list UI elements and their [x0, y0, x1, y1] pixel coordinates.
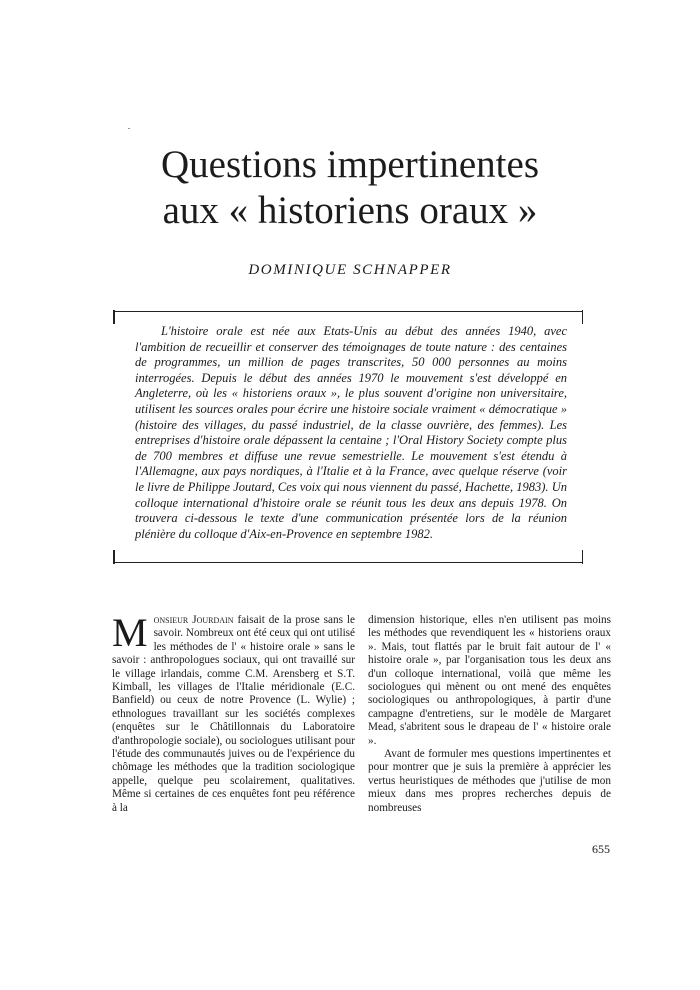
title-line-2: aux « historiens oraux »	[162, 189, 538, 232]
page-number: 655	[592, 842, 610, 856]
body-paragraph-2: dimension historique, elles n'en utilisent pas moins les méthodes que revendiquent les « historiens oraux ». Mais, tout flattés par le bruit fait autour de l' « histoire orale », par l'organisation tous les deux ans d'un colloque international, voilà que même les sociologues qui mènent ou ont mené des enquêtes sociologiques ou anthropologiques, à partir d'une campagne d'entretiens, sur le modèle de Margaret Mead, s'abritent sous le drapeau de l' « histoire orale ».	[368, 614, 611, 747]
left-column-text: faisait de la prose sans le savoir. Nombreux ont été ceux qui ont utilisé les méthodes de l' « histoire orale » sans le savoir : anthropologues sociaux, qui ont travaillé sur le village irlandais, comme C.M. Arensberg et S.T. Kimball, les villages de l'Italie méridionale (E.C. Banfield) ou ceux de notre Provence (L. Wylie) ; ethnologues travaillant sur les sociétés complexes (enquêtes sur le Châtillonnais du Laboratoire d'anthropologie sociale), ou sociologues utilisant pour l'étude des communautés juives ou de l'expérience du chômage les méthodes que la tradition sociologique appelle, quelque peu scolairement, qualitatives. Même si certaines de ces enquêtes font peu référence à la	[112, 614, 355, 814]
lead-smallcaps: onsieur Jourdain	[153, 614, 234, 626]
body-paragraph-1	[112, 610, 355, 815]
scan-speck	[128, 128, 130, 129]
author-name: DOMINIQUE SCHNAPPER	[248, 262, 452, 278]
article-title	[60, 142, 640, 234]
abstract-box	[113, 311, 583, 563]
drop-cap: M	[112, 610, 148, 655]
title-line-1: Questions impertinentes	[160, 143, 540, 186]
box-corner-left	[113, 550, 115, 564]
box-corner-right	[582, 550, 584, 564]
abstract-text: L'histoire orale est née aux Etats-Unis au début des années 1940, avec l'ambition de recueillir et conserver des témoignages de toute nature : des centaines de programmes, un million de pages transcrites, 50 000 personnes au moins interrogées. Depuis le début des années 1970 le mouvement s'est développé en Angleterre, où les « historiens oraux », le plus souvent d'origine non universitaire, utilisent les sources orales pour écrire une histoire sociale vraiment « démocratique » (histoire des villages, du passé industriel, de la classe ouvrière, des femmes). Les entreprises d'histoire orale dépassent la centaine ; l'Oral History Society compte plus de 700 membres et diffuse une revue semestrielle. Le mouvement s'est étendu à l'Allemagne, aux pays nordiques, à l'Italie et à la France, avec quelque réserve (voir le livre de Philippe Joutard, Ces voix qui nous viennent du passé, Hachette, 1983). Un colloque international d'histoire orale se réunit tous les deux ans depuis 1978. On trouvera ci-dessous le texte d'une communication présentée lors de la réunion plénière du colloque d'Aix-en-Provence en septembre 1982.	[135, 324, 567, 541]
body-paragraph-3: Avant de formuler mes questions impertinentes et pour montrer que je suis la première à apprécier les vertus heuristiques de méthodes que j'utilise de mon mieux dans mes propres recherches depuis de nombreuses	[368, 748, 611, 814]
body-column-left	[112, 610, 355, 815]
body-column-right	[368, 614, 611, 815]
